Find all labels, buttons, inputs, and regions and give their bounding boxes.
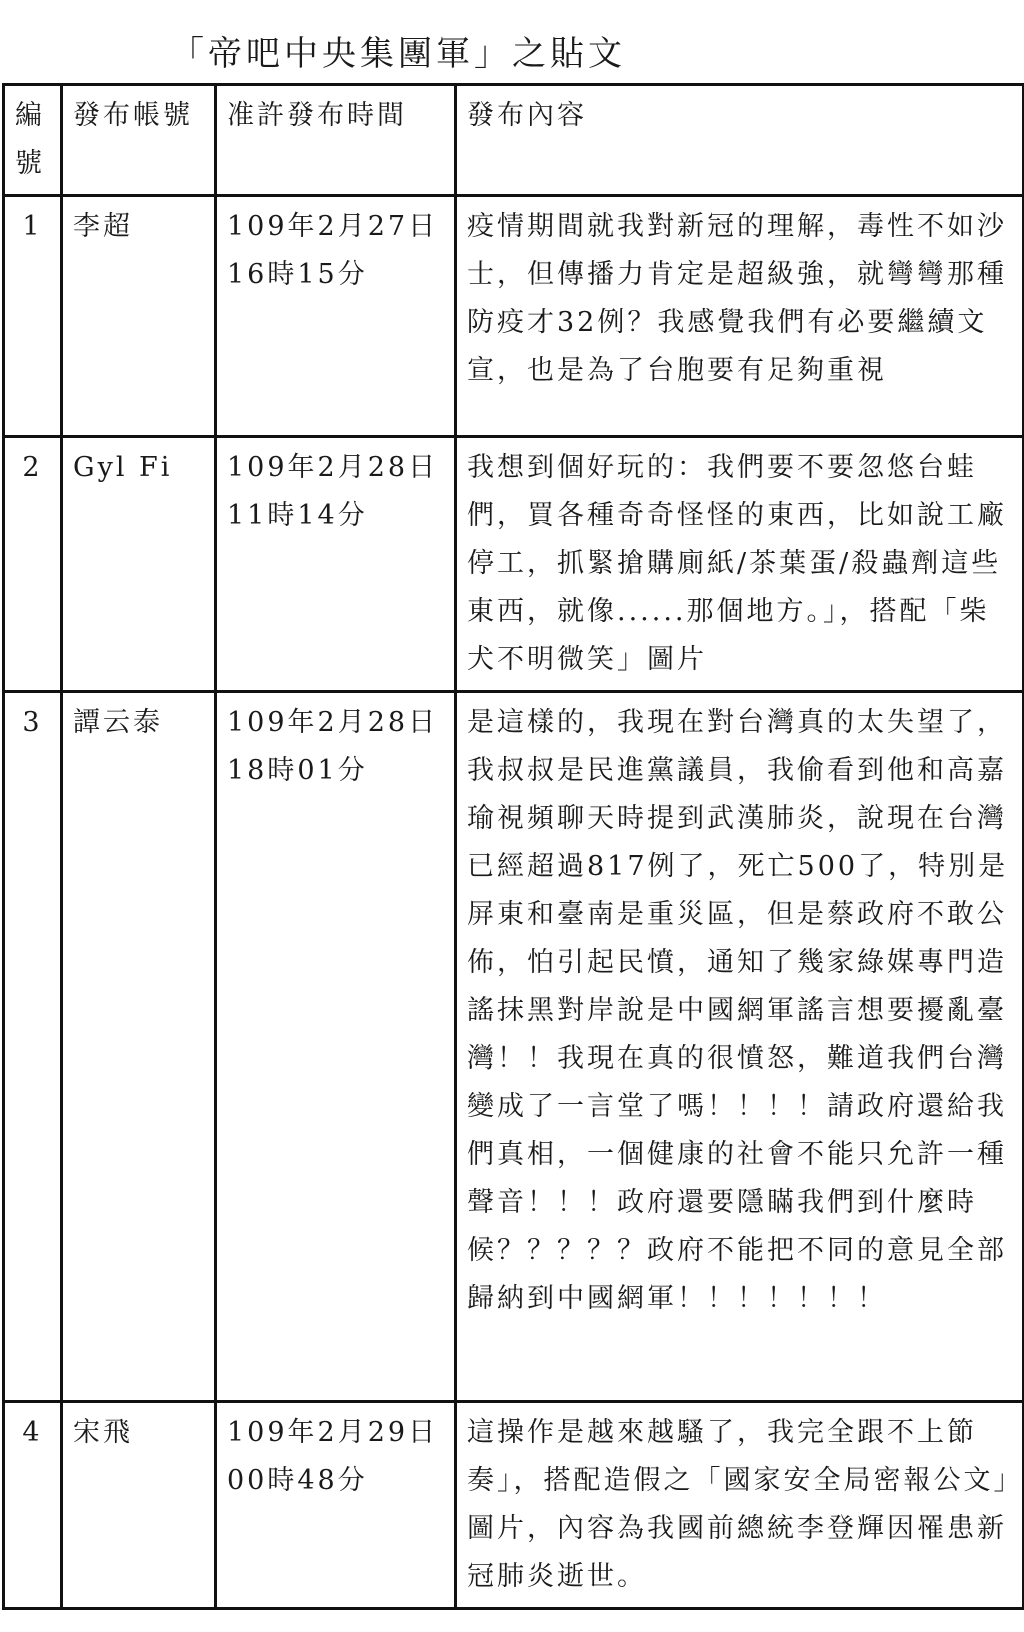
row-number: 1 — [4, 196, 62, 437]
row-content: 這操作是越來越騷了，我完全跟不上節奏」，搭配造假之「國家安全局密報公文」圖片，內容為我國前總統李登輝因罹患新冠肺炎逝世。 — [456, 1402, 1024, 1609]
document-title: 「帝吧中央集團軍」之貼文 — [170, 34, 626, 74]
row-account: Gyl Fi — [62, 437, 216, 692]
posts-table — [2, 83, 1024, 1610]
row-time — [216, 196, 456, 437]
table-row — [4, 692, 1024, 1402]
row-date-text: 109年2月28日 — [227, 452, 439, 483]
row-time-text: 18時01分 — [227, 755, 368, 786]
row-time-text: 11時14分 — [227, 500, 368, 531]
row-account: 譚云泰 — [62, 692, 216, 1402]
header-account: 發布帳號 — [62, 85, 216, 196]
row-account: 李超 — [62, 196, 216, 437]
row-time-text: 00時48分 — [227, 1465, 368, 1496]
row-account: 宋飛 — [62, 1402, 216, 1609]
row-date-text: 109年2月27日 — [227, 211, 439, 242]
table-row — [4, 1402, 1024, 1609]
row-number: 2 — [4, 437, 62, 692]
table-row — [4, 437, 1024, 692]
header-time: 准許發布時間 — [216, 85, 456, 196]
row-time-text: 16時15分 — [227, 259, 368, 290]
row-content: 我想到個好玩的：我們要不要忽悠台蛙們，買各種奇奇怪怪的東西，比如說工廠停工，抓緊搶購廁紙/茶葉蛋/殺蟲劑這些東西，就像......那個地方。」，搭配「柴犬不明微笑」圖片 — [456, 437, 1024, 692]
row-content: 疫情期間就我對新冠的理解，毒性不如沙士，但傳播力肯定是超級強，就彎彎那種防疫才32例？我感覺我們有必要繼續文宣，也是為了台胞要有足夠重視 — [456, 196, 1024, 437]
table-row — [4, 196, 1024, 437]
row-number: 4 — [4, 1402, 62, 1609]
header-content: 發布內容 — [456, 85, 1024, 196]
row-date-text: 109年2月28日 — [227, 707, 439, 738]
table-header-row — [4, 85, 1024, 196]
row-number: 3 — [4, 692, 62, 1402]
row-date-text: 109年2月29日 — [227, 1417, 439, 1448]
header-number: 編號 — [4, 85, 62, 196]
row-time — [216, 692, 456, 1402]
row-time — [216, 1402, 456, 1609]
row-time — [216, 437, 456, 692]
row-content: 是這樣的，我現在對台灣真的太失望了，我叔叔是民進黨議員，我偷看到他和高嘉瑜視頻聊天時提到武漢肺炎，說現在台灣已經超過817例了，死亡500了，特別是屏東和臺南是重災區，但是蔡政府不敢公佈，怕引起民憤，通知了幾家綠媒專門造謠抹黑對岸說是中國網軍謠言想要擾亂臺灣！！我現在真的很憤怒，難道我們台灣變成了一言堂了嗎！！！！請政府還給我們真相，一個健康的社會不能只允許一種聲音！！！政府還要隱瞞我們到什麼時候？？？？？政府不能把不同的意見全部歸納到中國網軍！！！！！！！ — [456, 692, 1024, 1402]
